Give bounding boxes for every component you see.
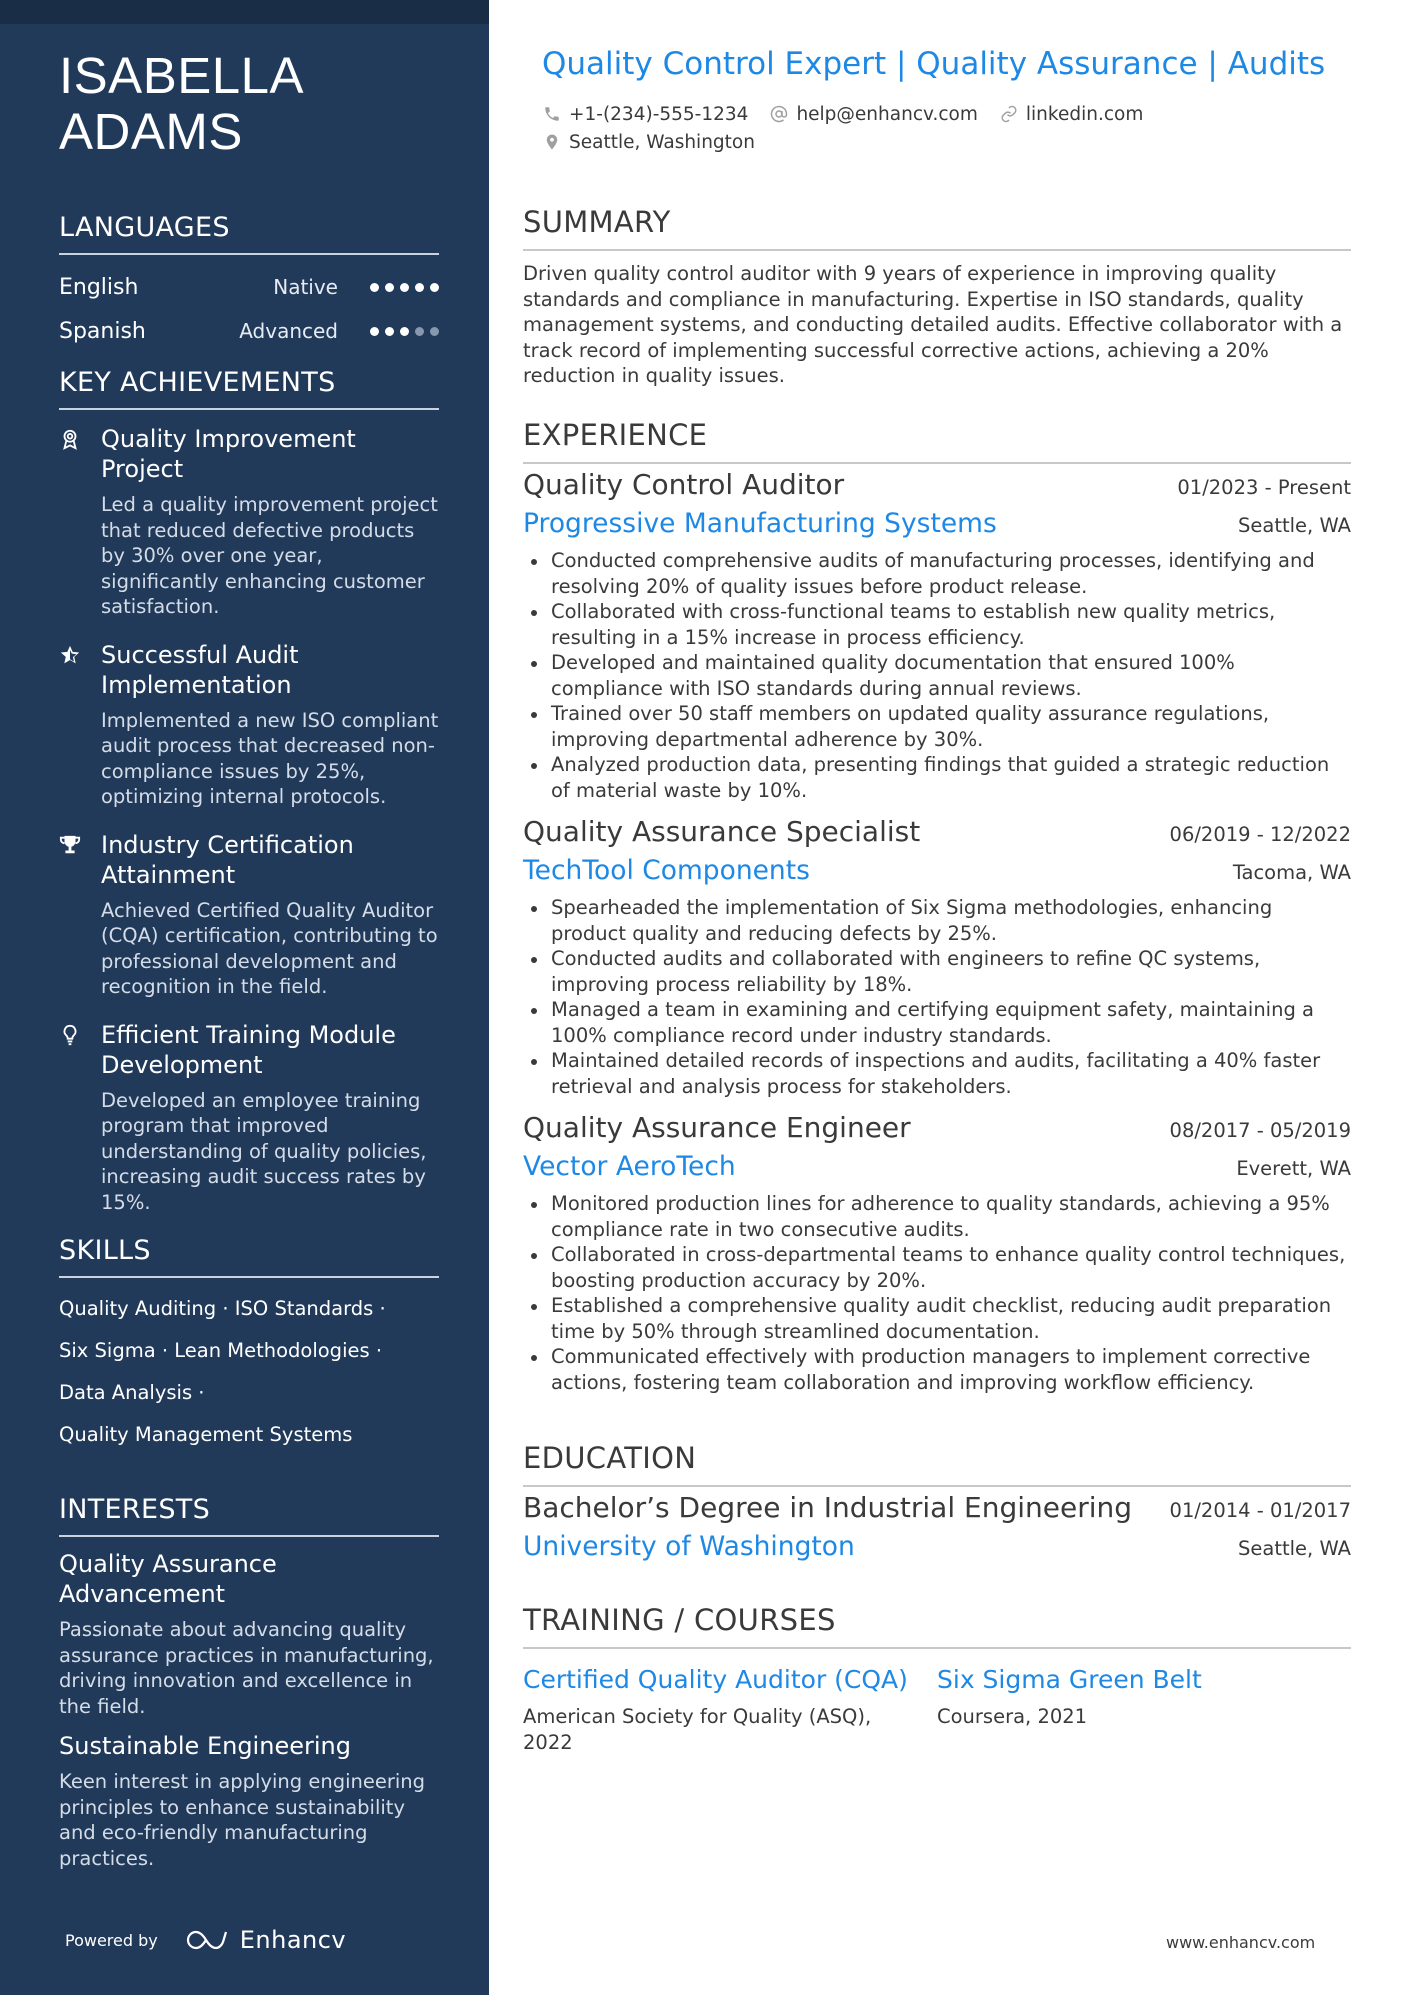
- achievement-item: [59, 1020, 439, 1216]
- achievement-description: Developed an employee training program that improved understanding of quality policies, increasing audit success rates by 15%.: [101, 1088, 427, 1214]
- skill-line: Quality Auditing · ISO Standards ·: [59, 1297, 386, 1320]
- skill-line: Data Analysis ·: [59, 1381, 205, 1404]
- enhancv-logo-icon: [186, 1929, 230, 1951]
- link-icon: [1000, 105, 1018, 123]
- proficiency-dots: [370, 327, 439, 336]
- email-address: help@enhancv.com: [796, 103, 978, 125]
- proficiency-dot-filled: [430, 283, 439, 292]
- degree: Bachelor’s Degree in Industrial Engineering: [523, 1491, 1132, 1524]
- summary-heading: SUMMARY: [523, 205, 1351, 251]
- experience-section: [523, 418, 1351, 1407]
- job-bullets: [523, 1191, 1351, 1395]
- language-name: English: [59, 274, 139, 300]
- award-ribbon-icon: [59, 424, 101, 620]
- bullet-item: Analyzed production data, presenting findings that guided a strategic reduction of material waste by 10%.: [523, 752, 1351, 803]
- job-location: Tacoma, WA: [1232, 861, 1351, 884]
- job-bullets: [523, 895, 1351, 1099]
- bullet-item: Collaborated with cross-functional teams to establish new quality metrics, resulting in a 15% increase in process efficiency.: [523, 599, 1351, 650]
- bullet-item: Conducted audits and collaborated with engineers to refine QC systems, improving process reliability by 18%.: [523, 946, 1351, 997]
- language-name: Spanish: [59, 318, 146, 344]
- achievement-item: [59, 424, 439, 620]
- bullet-item: Monitored production lines for adherence to quality standards, achieving a 95% compliance rate in two consecutive audits.: [523, 1191, 1351, 1242]
- location-contact: [543, 132, 755, 153]
- summary-text: Driven quality control auditor with 9 years of experience in improving quality standards and compliance in manufacturing. Expertise in ISO standards, quality management systems, and conducting detailed audits. Effective collaborator with a track record of implementing successful corrective actions, achieving a 20% reduction in quality issues.: [523, 262, 1343, 387]
- training-section: [523, 1603, 1351, 1755]
- bullet-item: Spearheaded the implementation of Six Sigma methodologies, enhancing product quality and reducing defects by 25%.: [523, 895, 1351, 946]
- summary-section: [523, 205, 1351, 389]
- bullet-item: Collaborated in cross-departmental teams to enhance quality control techniques, boosting production accuracy by 20%.: [523, 1242, 1351, 1293]
- skills-heading: SKILLS: [59, 1235, 439, 1278]
- course-title[interactable]: Six Sigma Green Belt: [937, 1665, 1202, 1694]
- education-section: [523, 1441, 1351, 1571]
- languages-heading: LANGUAGES: [59, 212, 439, 255]
- powered-by: [65, 1926, 346, 1954]
- enhancv-logo[interactable]: [186, 1926, 346, 1954]
- proficiency-dot-filled: [385, 283, 394, 292]
- company-name[interactable]: Vector AeroTech: [523, 1151, 736, 1182]
- course-provider: American Society for Quality (ASQ), 2022: [523, 1705, 872, 1754]
- proficiency-dot-empty: [415, 327, 424, 336]
- skill-line: Quality Management Systems: [59, 1423, 353, 1446]
- interest-item: [59, 1549, 439, 1719]
- proficiency-dot-filled: [415, 283, 424, 292]
- skills-section: [59, 1235, 439, 1456]
- experience-heading: EXPERIENCE: [523, 418, 1351, 464]
- course-item: [937, 1659, 1351, 1755]
- linkedin-contact[interactable]: [1000, 104, 1143, 125]
- candidate-name: [59, 48, 439, 160]
- powered-by-label: Powered by: [65, 1930, 158, 1950]
- job-entry: [523, 815, 1351, 1099]
- company-name[interactable]: Progressive Manufacturing Systems: [523, 508, 997, 539]
- achievements-section: [59, 367, 439, 1215]
- first-name: ISABELLA: [59, 47, 304, 104]
- job-entry: [523, 1111, 1351, 1395]
- achievement-title: Quality Improvement Project: [101, 425, 356, 483]
- achievement-item: [59, 640, 439, 810]
- bullet-item: Managed a team in examining and certifying equipment safety, maintaining a 100% compliance record under industry standards.: [523, 997, 1351, 1048]
- school-location: Seattle, WA: [1238, 1537, 1351, 1560]
- star-icon: [59, 640, 101, 810]
- job-title: Quality Assurance Engineer: [523, 1111, 911, 1144]
- proficiency-dot-filled: [370, 283, 379, 292]
- bullet-item: Trained over 50 staff members on updated quality assurance regulations, improving departmental adherence by 30%.: [523, 701, 1351, 752]
- job-dates: 06/2019 - 12/2022: [1169, 823, 1351, 846]
- achievement-title: Efficient Training Module Development: [101, 1020, 396, 1079]
- job-entry: [523, 468, 1351, 803]
- job-title: Quality Assurance Specialist: [523, 815, 921, 848]
- interest-item: [59, 1731, 439, 1871]
- language-level: Advanced: [239, 319, 338, 343]
- proficiency-dot-filled: [400, 327, 409, 336]
- training-heading: TRAINING / COURSES: [523, 1603, 1351, 1649]
- footer-url[interactable]: www.enhancv.com: [1166, 1933, 1316, 1952]
- location-text: Seattle, Washington: [569, 131, 755, 153]
- bullet-item: Established a comprehensive quality audit checklist, reducing audit preparation time by 50% through streamlined documentation.: [523, 1293, 1351, 1344]
- job-dates: 01/2023 - Present: [1177, 476, 1351, 499]
- skill-line: Six Sigma · Lean Methodologies ·: [59, 1339, 383, 1362]
- proficiency-dot-filled: [385, 327, 394, 336]
- phone-contact[interactable]: [543, 104, 748, 125]
- headline: Quality Control Expert | Quality Assurance | Audits: [542, 46, 1326, 82]
- language-row: [59, 309, 439, 353]
- proficiency-dot-filled: [400, 283, 409, 292]
- achievements-heading: KEY ACHIEVEMENTS: [59, 367, 439, 410]
- phone-icon: [543, 105, 561, 123]
- interests-heading: INTERESTS: [59, 1494, 439, 1537]
- interest-title: Sustainable Engineering: [59, 1732, 351, 1760]
- course-provider: Coursera, 2021: [937, 1705, 1088, 1728]
- bullet-item: Maintained detailed records of inspections and audits, facilitating a 40% faster retrieval and analysis process for stakeholders.: [523, 1048, 1351, 1099]
- language-level: Native: [273, 275, 338, 299]
- last-name: ADAMS: [59, 103, 243, 160]
- contact-info: [543, 100, 1165, 156]
- job-title: Quality Control Auditor: [523, 468, 845, 501]
- job-location: Everett, WA: [1236, 1157, 1351, 1180]
- interests-section: [59, 1494, 439, 1871]
- achievement-description: Achieved Certified Quality Auditor (CQA) certification, contributing to professional development and recognition in the field.: [101, 898, 438, 998]
- interest-title: Quality Assurance Advancement: [59, 1550, 277, 1608]
- proficiency-dots: [370, 283, 439, 292]
- education-heading: EDUCATION: [523, 1441, 1351, 1487]
- enhancv-brand: Enhancv: [239, 1926, 347, 1954]
- course-item: [523, 1659, 937, 1755]
- course-title[interactable]: Certified Quality Auditor (CQA): [523, 1665, 908, 1694]
- achievement-description: Implemented a new ISO compliant audit process that decreased non-compliance issues by 25%, optimizing internal protocols.: [101, 708, 439, 808]
- education-dates: 01/2014 - 01/2017: [1169, 1499, 1351, 1522]
- job-bullets: [523, 548, 1351, 803]
- languages-section: [59, 212, 439, 353]
- language-row: [59, 265, 439, 309]
- achievement-description: Led a quality improvement project that reduced defective products by 30% over one year, significantly enhancing customer satisfaction.: [101, 493, 438, 618]
- interest-description: Passionate about advancing quality assurance practices in manufacturing, driving innovation and excellence in the field.: [59, 1618, 434, 1718]
- phone-number: +1-(234)-555-1234: [569, 103, 749, 125]
- achievement-item: [59, 830, 439, 1000]
- bullet-item: Developed and maintained quality documentation that ensured 100% compliance with ISO standards during annual reviews.: [523, 650, 1351, 701]
- at-sign-icon: [770, 105, 788, 123]
- bullet-item: Communicated effectively with production managers to implement corrective actions, fostering team collaboration and improving workflow efficiency.: [523, 1344, 1351, 1395]
- bullet-item: Conducted comprehensive audits of manufacturing processes, identifying and resolving 20% of quality issues before product release.: [523, 548, 1351, 599]
- company-name[interactable]: TechTool Components: [523, 855, 810, 886]
- trophy-icon: [59, 830, 101, 1000]
- sidebar: [0, 0, 489, 1995]
- map-pin-icon: [543, 133, 561, 151]
- achievement-title: Successful Audit Implementation: [101, 640, 299, 699]
- lightbulb-icon: [59, 1020, 101, 1216]
- school-name[interactable]: University of Washington: [523, 1531, 855, 1562]
- job-dates: 08/2017 - 05/2019: [1169, 1119, 1351, 1142]
- linkedin-url: linkedin.com: [1025, 103, 1144, 125]
- proficiency-dot-empty: [430, 327, 439, 336]
- proficiency-dot-filled: [370, 327, 379, 336]
- interest-description: Keen interest in applying engineering principles to enhance sustainability and eco-friendly manufacturing practices.: [59, 1770, 426, 1870]
- email-contact[interactable]: [770, 104, 977, 125]
- achievement-title: Industry Certification Attainment: [101, 830, 354, 889]
- job-location: Seattle, WA: [1238, 514, 1351, 537]
